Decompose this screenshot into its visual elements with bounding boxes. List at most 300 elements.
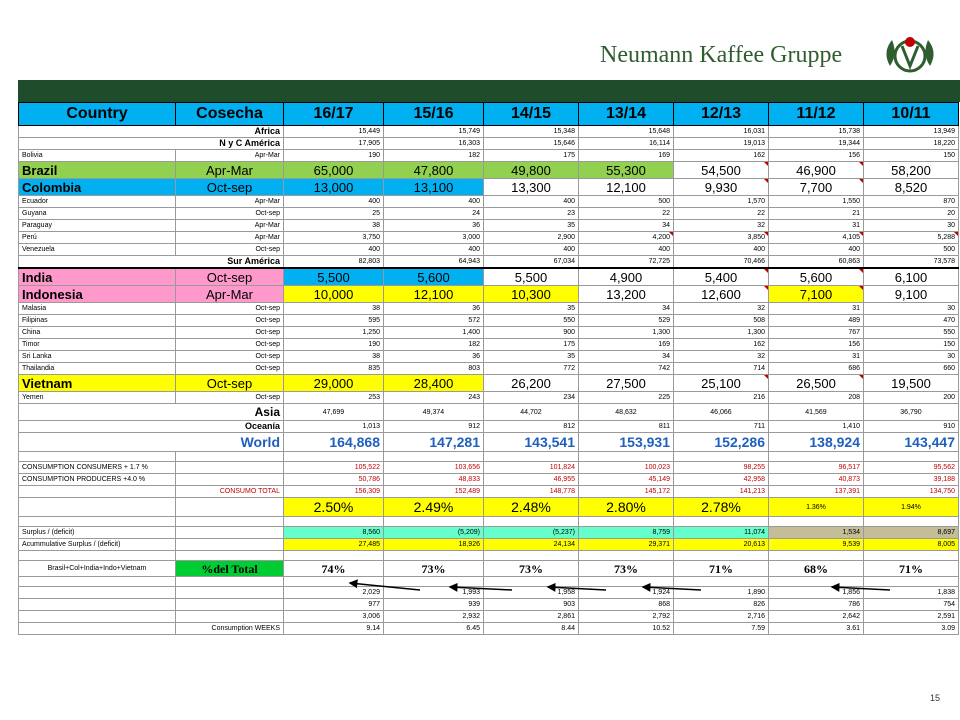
value-cell: 2,932 — [384, 611, 484, 623]
value-cell: 31 — [769, 220, 864, 232]
value-cell: 4,105 — [769, 232, 864, 244]
value-cell: 46,066 — [674, 404, 769, 421]
value-cell: 15,348 — [484, 126, 579, 138]
value-cell: 175 — [484, 339, 579, 351]
row-label: Thailandia — [19, 363, 176, 375]
row-label: N y C América — [19, 138, 284, 150]
value-cell: 36 — [384, 351, 484, 363]
value-cell: 35 — [484, 351, 579, 363]
value-cell: 10.52 — [579, 623, 674, 635]
value-cell: 595 — [284, 315, 384, 327]
row-label: Brasil+Col+India+Indo+Vietnam — [19, 561, 176, 577]
value-cell: 32 — [674, 303, 769, 315]
value-cell: 5,600 — [769, 268, 864, 286]
season-label: Oct-sep — [176, 327, 284, 339]
value-cell: 71% — [864, 561, 959, 577]
row-label: Bolivia — [19, 150, 176, 162]
value-cell: 22 — [674, 208, 769, 220]
value-cell: 12,100 — [579, 179, 674, 196]
value-cell: 253 — [284, 392, 384, 404]
value-cell: 48,632 — [579, 404, 674, 421]
value-cell: 60,863 — [769, 256, 864, 269]
value-cell: 18,926 — [384, 539, 484, 551]
value-cell: 572 — [384, 315, 484, 327]
value-cell: 868 — [579, 599, 674, 611]
value-cell: 400 — [384, 196, 484, 208]
value-cell: 489 — [769, 315, 864, 327]
value-cell: 143,541 — [484, 433, 579, 452]
value-cell: 6.45 — [384, 623, 484, 635]
value-cell: 23 — [484, 208, 579, 220]
value-cell: 47,800 — [384, 162, 484, 179]
value-cell: 25 — [284, 208, 384, 220]
value-cell: 36 — [384, 220, 484, 232]
season-label: Apr-Mar — [176, 232, 284, 244]
value-cell: 803 — [384, 363, 484, 375]
value-cell: 16,114 — [579, 138, 674, 150]
value-cell: 182 — [384, 150, 484, 162]
value-cell: 2,716 — [674, 611, 769, 623]
value-cell: 400 — [769, 244, 864, 256]
value-cell: 25,100 — [674, 375, 769, 392]
value-cell: 9.14 — [284, 623, 384, 635]
value-cell: 1,958 — [484, 587, 579, 599]
value-cell: 3,006 — [284, 611, 384, 623]
value-cell: 243 — [384, 392, 484, 404]
value-cell: 13,949 — [864, 126, 959, 138]
value-cell: 96,517 — [769, 462, 864, 474]
value-cell: 5,500 — [484, 268, 579, 286]
row-label: World — [19, 433, 284, 452]
value-cell: 182 — [384, 339, 484, 351]
header-cell: 11/12 — [769, 103, 864, 126]
header-cell: Cosecha — [176, 103, 284, 126]
page-number: 15 — [930, 693, 941, 703]
value-cell: 1,993 — [384, 587, 484, 599]
value-cell: 529 — [579, 315, 674, 327]
season-label: Oct-sep — [176, 303, 284, 315]
value-cell: 32 — [674, 351, 769, 363]
value-cell: 152,489 — [384, 486, 484, 498]
value-cell: 49,800 — [484, 162, 579, 179]
value-cell: 1,550 — [769, 196, 864, 208]
value-cell: 12,100 — [384, 286, 484, 303]
row-label: Sri Lanka — [19, 351, 176, 363]
value-cell: 105,522 — [284, 462, 384, 474]
value-cell: 400 — [384, 244, 484, 256]
value-cell: 150 — [864, 150, 959, 162]
value-cell: 22 — [579, 208, 674, 220]
value-cell: 234 — [484, 392, 579, 404]
value-cell: 12,600 — [674, 286, 769, 303]
value-cell: 10,300 — [484, 286, 579, 303]
value-cell: 98,255 — [674, 462, 769, 474]
value-cell: 71% — [674, 561, 769, 577]
value-cell: 34 — [579, 220, 674, 232]
value-cell: 470 — [864, 315, 959, 327]
value-cell: 1,250 — [284, 327, 384, 339]
brand-name: Neumann Kaffee Gruppe — [600, 42, 843, 68]
value-cell: 30 — [864, 220, 959, 232]
season-label: Oct-sep — [176, 339, 284, 351]
value-cell: 1,534 — [769, 527, 864, 539]
season-label: Oct-sep — [176, 375, 284, 392]
value-cell: 400 — [674, 244, 769, 256]
value-cell: 5,288 — [864, 232, 959, 244]
value-cell: 8,697 — [864, 527, 959, 539]
row-label: Africa — [19, 126, 284, 138]
value-cell: 2.49% — [384, 498, 484, 517]
row-label: Vietnam — [19, 375, 176, 392]
value-cell: 1,890 — [674, 587, 769, 599]
row-label: Filipinas — [19, 315, 176, 327]
season-label: Apr-Mar — [176, 286, 284, 303]
value-cell: 30 — [864, 351, 959, 363]
season-label: Oct-sep — [176, 244, 284, 256]
value-cell: 143,447 — [864, 433, 959, 452]
header-cell: 16/17 — [284, 103, 384, 126]
value-cell: 15,738 — [769, 126, 864, 138]
value-cell: 16,303 — [384, 138, 484, 150]
header-cell: 14/15 — [484, 103, 579, 126]
value-cell: 2,591 — [864, 611, 959, 623]
value-cell: 40,873 — [769, 474, 864, 486]
row-label: China — [19, 327, 176, 339]
value-cell: 508 — [674, 315, 769, 327]
value-cell: 152,286 — [674, 433, 769, 452]
value-cell: 17,905 — [284, 138, 384, 150]
value-cell: 156,309 — [284, 486, 384, 498]
value-cell: 400 — [484, 196, 579, 208]
value-cell: 2,642 — [769, 611, 864, 623]
value-cell: 70,466 — [674, 256, 769, 269]
value-cell: 5,400 — [674, 268, 769, 286]
value-cell: 400 — [284, 196, 384, 208]
value-cell: 13,300 — [484, 179, 579, 196]
value-cell: 3,750 — [284, 232, 384, 244]
row-label: Timor — [19, 339, 176, 351]
value-cell: 29,371 — [579, 539, 674, 551]
value-cell: 550 — [484, 315, 579, 327]
value-cell: 31 — [769, 303, 864, 315]
season-label: Apr-Mar — [176, 220, 284, 232]
row-label: Sur América — [19, 256, 284, 269]
row-label: Oceanía — [19, 421, 284, 433]
value-cell: 2.80% — [579, 498, 674, 517]
value-cell: 19,500 — [864, 375, 959, 392]
value-cell: 754 — [864, 599, 959, 611]
value-cell: 50,786 — [284, 474, 384, 486]
value-cell: 103,656 — [384, 462, 484, 474]
value-cell: 36,790 — [864, 404, 959, 421]
value-cell: 3.61 — [769, 623, 864, 635]
value-cell: 1,400 — [384, 327, 484, 339]
value-cell: 3,000 — [384, 232, 484, 244]
value-cell: 225 — [579, 392, 674, 404]
row-label: Venezuela — [19, 244, 176, 256]
value-cell: 7,700 — [769, 179, 864, 196]
value-cell: 35 — [484, 303, 579, 315]
value-cell: 42,958 — [674, 474, 769, 486]
value-cell: 26,200 — [484, 375, 579, 392]
value-cell: 826 — [674, 599, 769, 611]
value-cell: 7,100 — [769, 286, 864, 303]
value-cell: 1,013 — [284, 421, 384, 433]
value-cell: 4,200 — [579, 232, 674, 244]
value-cell: 9,930 — [674, 179, 769, 196]
value-cell: 7.59 — [674, 623, 769, 635]
value-cell: 870 — [864, 196, 959, 208]
value-cell: 44,702 — [484, 404, 579, 421]
value-cell: 8,759 — [579, 527, 674, 539]
value-cell: 6,100 — [864, 268, 959, 286]
value-cell: 15,449 — [284, 126, 384, 138]
season-label: Apr-Mar — [176, 196, 284, 208]
value-cell: 34 — [579, 303, 674, 315]
value-cell: 100,023 — [579, 462, 674, 474]
value-cell: 58,200 — [864, 162, 959, 179]
value-cell: 15,648 — [579, 126, 674, 138]
value-cell: 73% — [579, 561, 674, 577]
value-cell: 48,833 — [384, 474, 484, 486]
value-cell: 2,792 — [579, 611, 674, 623]
value-cell: 2.78% — [674, 498, 769, 517]
season-label: Apr-Mar — [176, 162, 284, 179]
value-cell: 500 — [864, 244, 959, 256]
row-label: Indonesia — [19, 286, 176, 303]
value-cell: 95,562 — [864, 462, 959, 474]
row-label: Asia — [19, 404, 284, 421]
value-cell: 208 — [769, 392, 864, 404]
header-cell: 10/11 — [864, 103, 959, 126]
season-label: Oct-sep — [176, 363, 284, 375]
value-cell: 137,391 — [769, 486, 864, 498]
value-cell: 46,900 — [769, 162, 864, 179]
season-label: Oct-sep — [176, 268, 284, 286]
value-cell: 5,500 — [284, 268, 384, 286]
value-cell: 72,725 — [579, 256, 674, 269]
value-cell: 2,029 — [284, 587, 384, 599]
value-cell: 141,213 — [674, 486, 769, 498]
value-cell: 400 — [484, 244, 579, 256]
value-cell: 162 — [674, 150, 769, 162]
value-cell: 148,778 — [484, 486, 579, 498]
value-cell: 68% — [769, 561, 864, 577]
value-cell: 1.94% — [864, 498, 959, 517]
value-cell: 153,931 — [579, 433, 674, 452]
value-cell: 500 — [579, 196, 674, 208]
value-cell: 8,560 — [284, 527, 384, 539]
value-cell: 156 — [769, 339, 864, 351]
value-cell: 73,578 — [864, 256, 959, 269]
row-label: Malasia — [19, 303, 176, 315]
header-cell: Country — [19, 103, 176, 126]
value-cell: 34 — [579, 351, 674, 363]
value-cell: 73% — [484, 561, 579, 577]
value-cell: 910 — [864, 421, 959, 433]
value-cell: 400 — [284, 244, 384, 256]
value-cell: 4,900 — [579, 268, 674, 286]
value-cell: 2.48% — [484, 498, 579, 517]
value-cell: 101,824 — [484, 462, 579, 474]
value-cell: 164,868 — [284, 433, 384, 452]
value-cell: 1,924 — [579, 587, 674, 599]
value-cell: 27,485 — [284, 539, 384, 551]
value-cell: 41,569 — [769, 404, 864, 421]
value-cell: 29,000 — [284, 375, 384, 392]
value-cell: 550 — [864, 327, 959, 339]
value-cell: 15,749 — [384, 126, 484, 138]
value-cell: 200 — [864, 392, 959, 404]
value-cell: 65,000 — [284, 162, 384, 179]
value-cell: 1,570 — [674, 196, 769, 208]
value-cell: 1,300 — [579, 327, 674, 339]
value-cell: (5,209) — [384, 527, 484, 539]
row-label: Surplus / (deficit) — [19, 527, 176, 539]
value-cell: 19,013 — [674, 138, 769, 150]
value-cell: 1,300 — [674, 327, 769, 339]
value-cell: 1,856 — [769, 587, 864, 599]
value-cell: 54,500 — [674, 162, 769, 179]
arrow-5 — [832, 587, 890, 590]
value-cell: 786 — [769, 599, 864, 611]
row-label: India — [19, 268, 176, 286]
season-label: Oct-sep — [176, 179, 284, 196]
value-cell: 772 — [484, 363, 579, 375]
value-cell: 2.50% — [284, 498, 384, 517]
value-cell: 11,074 — [674, 527, 769, 539]
value-cell: 38 — [284, 351, 384, 363]
value-cell: 169 — [579, 339, 674, 351]
value-cell: 8.44 — [484, 623, 579, 635]
value-cell: 145,172 — [579, 486, 674, 498]
value-cell: 55,300 — [579, 162, 674, 179]
value-cell: 5,600 — [384, 268, 484, 286]
arrow-2 — [450, 587, 512, 590]
row-label: Brazil — [19, 162, 176, 179]
value-cell: 150 — [864, 339, 959, 351]
value-cell: 8,005 — [864, 539, 959, 551]
season-label: Apr-Mar — [176, 150, 284, 162]
value-cell: 1.36% — [769, 498, 864, 517]
value-cell: 13,100 — [384, 179, 484, 196]
value-cell: 835 — [284, 363, 384, 375]
value-cell: 20,613 — [674, 539, 769, 551]
value-cell: 900 — [484, 327, 579, 339]
value-cell: 903 — [484, 599, 579, 611]
value-cell: 13,000 — [284, 179, 384, 196]
season-label: Oct-sep — [176, 392, 284, 404]
value-cell: 767 — [769, 327, 864, 339]
row-label: Ecuador — [19, 196, 176, 208]
value-cell: 24 — [384, 208, 484, 220]
value-cell: 660 — [864, 363, 959, 375]
value-cell: 912 — [384, 421, 484, 433]
header-cell: 12/13 — [674, 103, 769, 126]
value-cell: 1,838 — [864, 587, 959, 599]
row-label: CONSUMPTION PRODUCERS +4.0 % — [19, 474, 176, 486]
value-cell: 36 — [384, 303, 484, 315]
value-cell: 216 — [674, 392, 769, 404]
value-cell: 711 — [674, 421, 769, 433]
row-label: Colombia — [19, 179, 176, 196]
header-cell: 13/14 — [579, 103, 674, 126]
value-cell: 67,034 — [484, 256, 579, 269]
row-tag: %del Total — [176, 561, 284, 577]
value-cell: 138,924 — [769, 433, 864, 452]
value-cell: 156 — [769, 150, 864, 162]
value-cell: 15,646 — [484, 138, 579, 150]
value-cell: 2,861 — [484, 611, 579, 623]
value-cell: 32 — [674, 220, 769, 232]
value-cell: 27,500 — [579, 375, 674, 392]
value-cell: 47,699 — [284, 404, 384, 421]
value-cell: 169 — [579, 150, 674, 162]
value-cell: (5,237) — [484, 527, 579, 539]
row-label: Acummulative Surplus / (deficit) — [19, 539, 176, 551]
row-label: CONSUMO TOTAL — [176, 486, 284, 498]
value-cell: 811 — [579, 421, 674, 433]
value-cell: 3,850 — [674, 232, 769, 244]
value-cell: 190 — [284, 339, 384, 351]
value-cell: 64,943 — [384, 256, 484, 269]
value-cell: 2,900 — [484, 232, 579, 244]
value-cell: 28,400 — [384, 375, 484, 392]
season-label: Oct-sep — [176, 351, 284, 363]
value-cell: 977 — [284, 599, 384, 611]
value-cell: 1,410 — [769, 421, 864, 433]
value-cell: 49,374 — [384, 404, 484, 421]
value-cell: 812 — [484, 421, 579, 433]
row-label: Guyana — [19, 208, 176, 220]
value-cell: 45,149 — [579, 474, 674, 486]
row-label: Perú — [19, 232, 176, 244]
value-cell: 175 — [484, 150, 579, 162]
row-label: Paraguay — [19, 220, 176, 232]
value-cell: 38 — [284, 303, 384, 315]
value-cell: 3.09 — [864, 623, 959, 635]
season-label: Oct-sep — [176, 208, 284, 220]
value-cell: 26,500 — [769, 375, 864, 392]
value-cell: 24,134 — [484, 539, 579, 551]
value-cell: 162 — [674, 339, 769, 351]
value-cell: 400 — [579, 244, 674, 256]
value-cell: 10,000 — [284, 286, 384, 303]
value-cell: 30 — [864, 303, 959, 315]
value-cell: 134,750 — [864, 486, 959, 498]
header-cell: 15/16 — [384, 103, 484, 126]
arrow-4 — [643, 587, 701, 590]
value-cell: 46,955 — [484, 474, 579, 486]
value-cell: 939 — [384, 599, 484, 611]
arrow-3 — [548, 587, 606, 590]
value-cell: 9,100 — [864, 286, 959, 303]
value-cell: 19,344 — [769, 138, 864, 150]
row-tag: Consumption WEEKS — [176, 623, 284, 635]
row-label: CONSUMPTION CONSUMERS + 1.7 % — [19, 462, 176, 474]
value-cell: 73% — [384, 561, 484, 577]
value-cell: 8,520 — [864, 179, 959, 196]
value-cell: 39,188 — [864, 474, 959, 486]
arrow-1 — [350, 583, 420, 590]
season-label: Oct-sep — [176, 315, 284, 327]
value-cell: 20 — [864, 208, 959, 220]
value-cell: 686 — [769, 363, 864, 375]
value-cell: 190 — [284, 150, 384, 162]
value-cell: 35 — [484, 220, 579, 232]
value-cell: 74% — [284, 561, 384, 577]
value-cell: 714 — [674, 363, 769, 375]
